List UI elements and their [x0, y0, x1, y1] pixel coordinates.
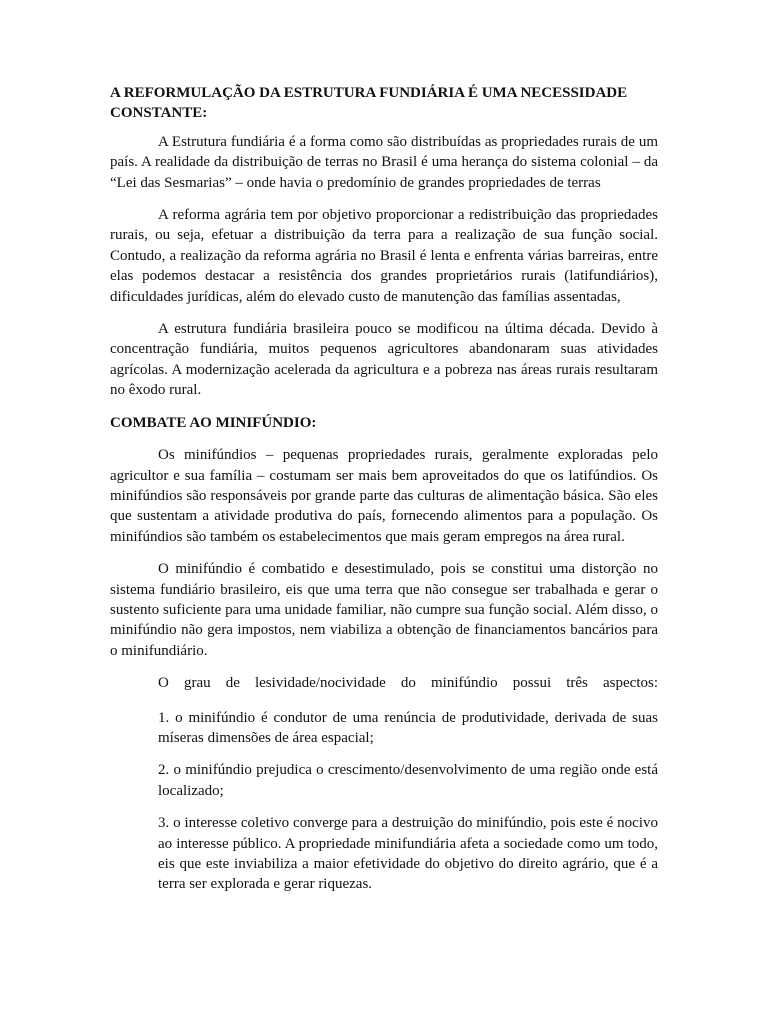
paragraph-os-minifundios: Os minifúndios – pequenas propriedades rurais, geralmente exploradas pelo agricultor e sua família – costumam ser mais bem aproveitados do que os latifúndios. Os minifúndios são responsáveis por grande parte das culturas de alimentação básica. São eles que sustentam a atividade produtiva do país, fornecendo alimentos para a população. Os minifúndios são também os estabelecimentos que mais geram empregos na área rural. [110, 447, 658, 545]
aspects-intro: O grau de lesividade/nocividade do minifúndio possui três aspectos: [158, 675, 658, 692]
list-item: 3. o interesse coletivo converge para a destruição do minifúndio, pois este é nocivo ao interesse público. A propriedade minifundiária afeta a sociedade como um todo, eis que este inviabiliza a maior efetividade do objetivo do direito agrário, que é a terra ser explorada e gerar riquezas. [158, 815, 658, 893]
document-page [110, 83, 658, 895]
section-heading-minifundio: COMBATE AO MINIFÚNDIO: [110, 414, 317, 431]
paragraph-minifundio-combatido: O minifúndio é combatido e desestimulado, pois se constitui uma distorção no sistema fundiário brasileiro, eis que uma terra que não consegue ser trabalhada e gerar o sustento suficiente para uma unidade familiar, não cumpre sua função social. Além disso, o minifúndio não gera impostos, nem viabiliza a obtenção de financiamentos bancários para o minifundiário. [110, 561, 658, 659]
section-heading-reformulacao: A REFORMULAÇÃO DA ESTRUTURA FUNDIÁRIA É UMA NECESSIDADE CONSTANTE: [110, 85, 628, 122]
list-item: 2. o minifúndio prejudica o crescimento/desenvolvimento de uma região onde está localizado; [158, 762, 658, 799]
paragraph-reforma-agraria: A reforma agrária tem por objetivo proporcionar a redistribuição das propriedades rurais, ou seja, efetuar a distribuição da terra para a realização de sua função social. Contudo, a realização da reforma agrária no Brasil é lenta e enfrenta várias barreiras, entre elas podemos destacar a resistência dos grandes proprietários rurais (latifundiários), dificuldades jurídicas, além do elevado custo de manutenção das famílias assentadas, [110, 207, 658, 305]
paragraph-estrutura-brasileira: A estrutura fundiária brasileira pouco se modificou na última década. Devido à concentração fundiária, muitos pequenos agricultores abandonaram suas atividades agrícolas. A modernização acelerada da agricultura e a pobreza nas áreas rurais resultaram no êxodo rural. [110, 321, 658, 399]
list-item: 1. o minifúndio é condutor de uma renúncia de produtividade, derivada de suas míseras dimensões de área espacial; [158, 709, 658, 746]
paragraph-estrutura-fundiaria: A Estrutura fundiária é a forma como são distribuídas as propriedades rurais de um país. A realidade da distribuição de terras no Brasil é uma herança do sistema colonial – da “Lei das Sesmarias” – onde havia o predomínio de grandes propriedades de terras [110, 133, 658, 191]
